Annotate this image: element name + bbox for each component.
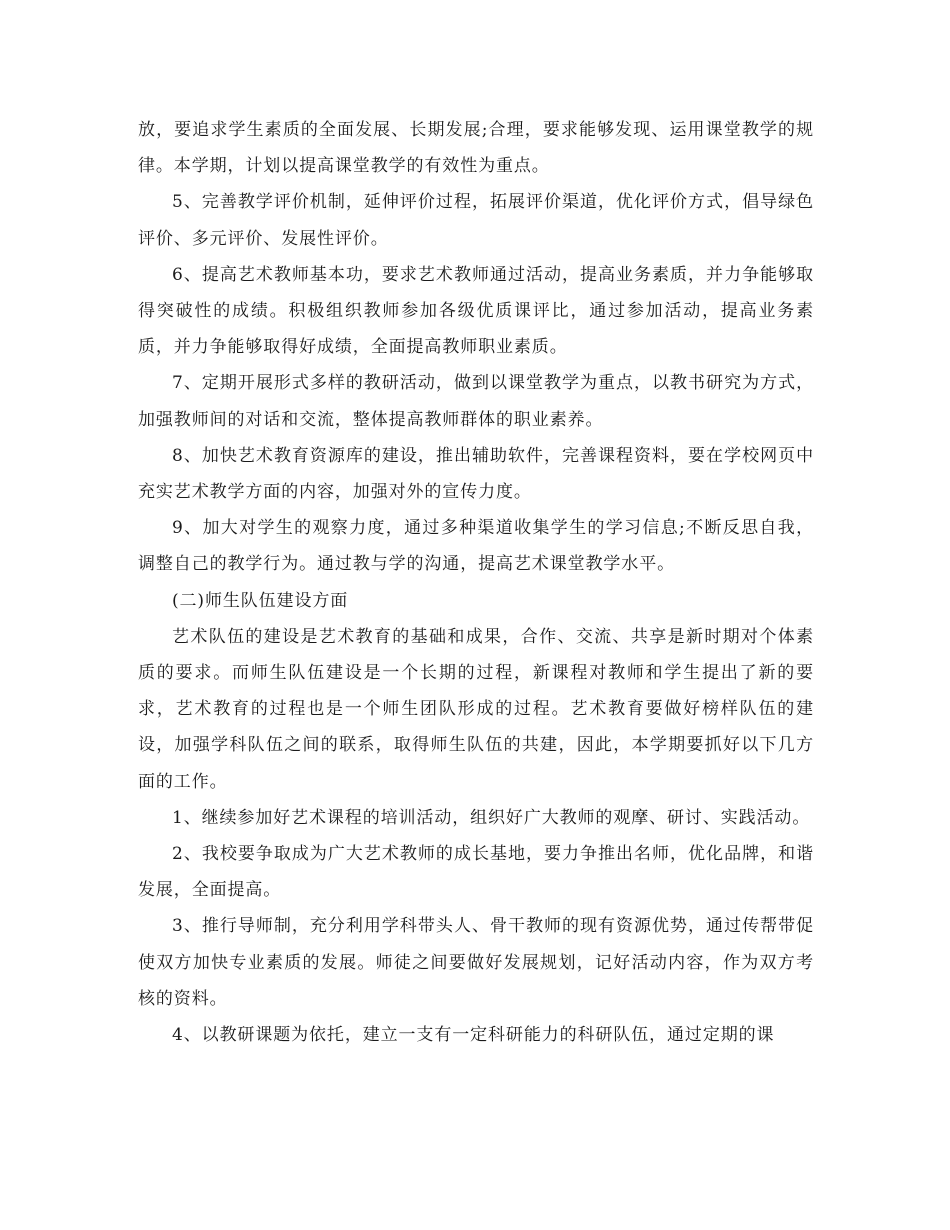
paragraph-item-3: 3、推行导师制，充分利用学科带头人、骨干教师的现有资源优势，通过传帮带促使双方加快专业素质的发展。师徒之间要做好发展规划，记好活动内容，作为双方考核的资料。 — [138, 916, 814, 1009]
paragraph-item-2: 2、我校要争取成为广大艺术教师的成长基地，要力争推出名师，优化品牌，和谐发展，全面提高。 — [138, 844, 814, 901]
paragraph-continuation: 放，要追求学生素质的全面发展、长期发展;合理，要求能够发现、运用课堂教学的规律。本学期，计划以提高课堂教学的有效性为重点。 — [138, 120, 814, 177]
paragraph-section-intro: 艺术队伍的建设是艺术教育的基础和成果，合作、交流、共享是新时期对个体素质的要求。而师生队伍建设是一个长期的过程，新课程对教师和学生提出了新的要求，艺术教育的过程也是一个师生团队形成的过程。艺术教育要做好榜样队伍的建设，加强学科队伍之间的联系，取得师生队伍的共建，因此，本学期要抓好以下几方面的工作。 — [138, 626, 814, 792]
paragraph-item-8: 8、加快艺术教育资源库的建设，推出辅助软件，完善课程资料，要在学校网页中充实艺术教学方面的内容，加强对外的宣传力度。 — [138, 445, 814, 503]
document-page — [138, 112, 814, 1053]
paragraph-item-9: 9、加大对学生的观察力度，通过多种渠道收集学生的学习信息;不断反思自我，调整自己的教学行为。通过教与学的沟通，提高艺术课堂教学水平。 — [138, 518, 814, 575]
section-heading: (二)师生队伍建设方面 — [172, 590, 349, 611]
paragraph-item-6: 6、提高艺术教师基本功，要求艺术教师通过活动，提高业务素质，并力争能够取得突破性的成绩。积极组织教师参加各级优质课评比，通过参加活动，提高业务素质，并力争能够取得好成绩，全面提高教师职业素质。 — [138, 264, 814, 358]
paragraph-item-7: 7、定期开展形式多样的教研活动，做到以课堂教学为重点，以教书研究为方式，加强教师间的对话和交流，整体提高教师群体的职业素养。 — [138, 373, 814, 430]
paragraph-item-1: 1、继续参加好艺术课程的培训活动，组织好广大教师的观摩、研讨、实践活动。 — [172, 807, 811, 828]
paragraph-item-4: 4、以教研课题为依托，建立一支有一定科研能力的科研队伍，通过定期的课 — [172, 1025, 775, 1046]
paragraph-item-5: 5、完善教学评价机制，延伸评价过程，拓展评价渠道，优化评价方式，倡导绿色评价、多元评价、发展性评价。 — [138, 192, 814, 249]
